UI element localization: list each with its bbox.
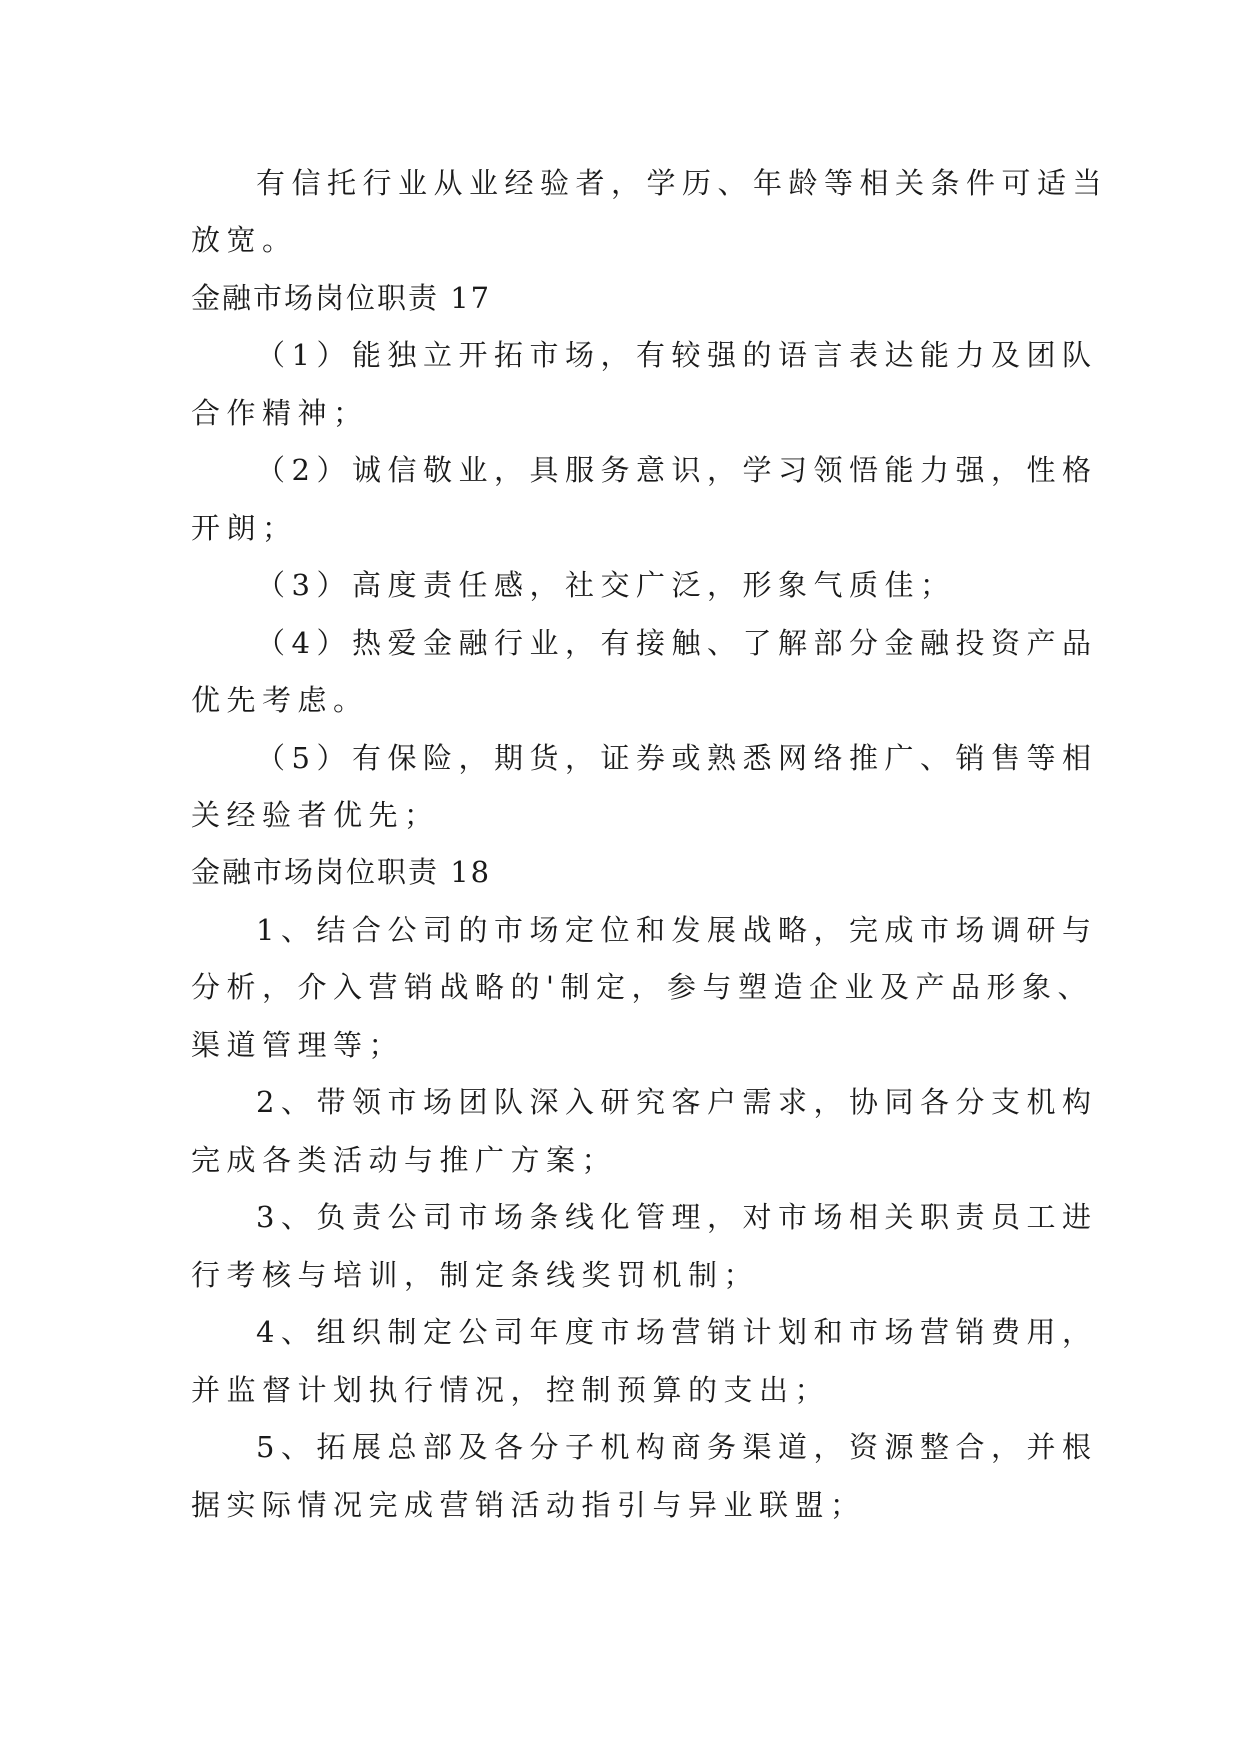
list-item-4-line: 优先考虑。	[191, 683, 369, 717]
duty-3-line: 行考核与培训，制定条线奖罚机制；	[191, 1258, 760, 1292]
duty-1-line: 1、结合公司的市场定位和发展战略，完成市场调研与	[256, 913, 1098, 947]
duty-5-line: 5、拓展总部及各分子机构商务渠道，资源整合，并根	[256, 1430, 1098, 1464]
duty-2-line: 2、带领市场团队深入研究客户需求，协同各分支机构	[256, 1085, 1098, 1119]
section-heading-18: 金融市场岗位职责 18	[191, 855, 492, 889]
list-item-5-line: （5）有保险，期货，证券或熟悉网络推广、销售等相	[256, 741, 1098, 775]
paragraph-line: 放宽。	[191, 223, 298, 257]
list-item-2-line: 开朗；	[191, 511, 298, 545]
section-heading-17: 金融市场岗位职责 17	[191, 281, 492, 315]
list-item-5-line: 关经验者优先；	[191, 798, 440, 832]
list-item-4-line: （4）热爱金融行业，有接触、了解部分金融投资产品	[256, 626, 1098, 660]
list-item-1-line: （1）能独立开拓市场，有较强的语言表达能力及团队	[256, 338, 1098, 372]
list-item-2-line: （2）诚信敬业，具服务意识，学习领悟能力强，性格	[256, 453, 1098, 487]
duty-5-line: 据实际情况完成营销活动指引与异业联盟；	[191, 1488, 866, 1522]
duty-1-line: 渠道管理等；	[191, 1028, 405, 1062]
list-item-3-line: （3）高度责任感，社交广泛，形象气质佳；	[256, 568, 956, 602]
duty-2-line: 完成各类活动与推广方案；	[191, 1143, 618, 1177]
duty-1-line: 分析，介入营销战略的'制定，参与塑造企业及产品形象、	[191, 970, 1093, 1004]
paragraph-line: 有信托行业从业经验者，学历、年龄等相关条件可适当	[256, 166, 1109, 200]
duty-4-line: 并监督计划执行情况，控制预算的支出；	[191, 1373, 831, 1407]
duty-3-line: 3、负责公司市场条线化管理，对市场相关职责员工进	[256, 1200, 1098, 1234]
duty-4-line: 4、组织制定公司年度市场营销计划和市场营销费用，	[256, 1315, 1098, 1349]
list-item-1-line: 合作精神；	[191, 396, 369, 430]
